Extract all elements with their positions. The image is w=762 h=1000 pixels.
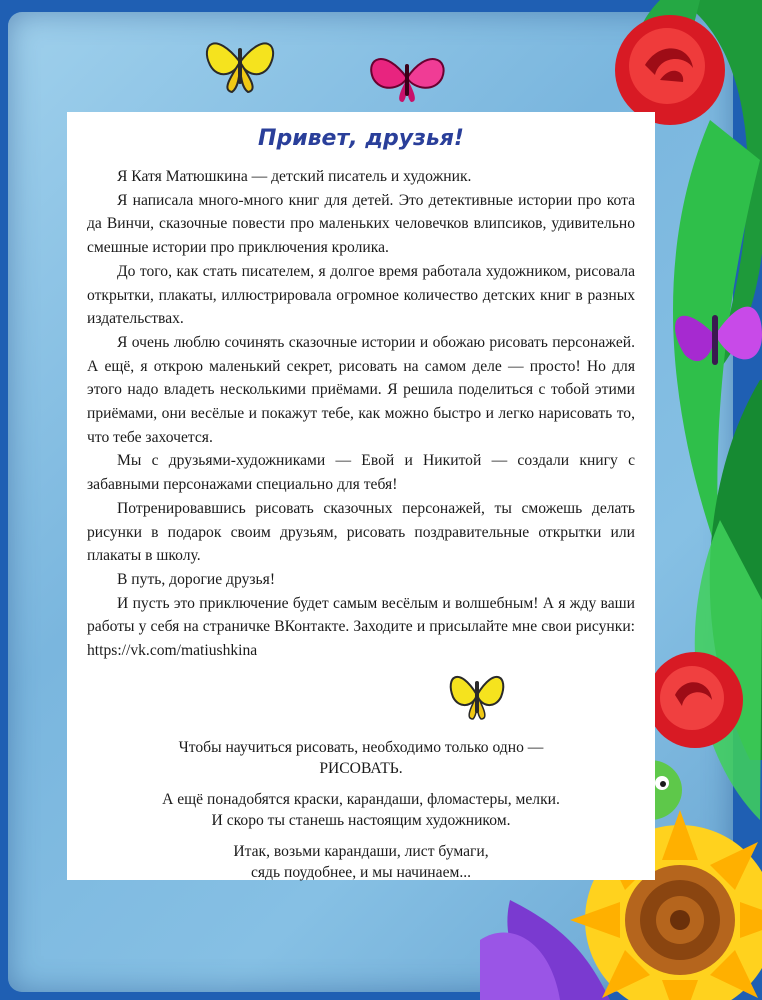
yellow-butterfly-decoration	[200, 30, 280, 95]
closing-line: Итак, возьми карандаши, лист бумаги,	[233, 843, 489, 860]
page-title: Привет, друзья!	[258, 126, 464, 151]
closing-line: И скоро ты станешь настоящим художником.	[211, 812, 511, 829]
paragraph: Я Катя Матюшкина — детский писатель и художник.	[117, 168, 472, 185]
closing-emphasis: РИСОВАТЬ.	[319, 760, 403, 777]
closing-line: А ещё понадобятся краски, карандаши, фломастеры, мелки.	[162, 791, 560, 808]
small-butterfly-icon	[445, 667, 509, 722]
pink-butterfly-decoration	[365, 50, 450, 105]
closing-line: сядь поудобнее, и мы начинаем...	[250, 864, 472, 881]
paragraph: И пусть это приключение будет самым весёлым и волшебным! А я жду ваши работы у себя на страничке ВКонтакте. Заходите и присылайте мне свои рисунки: https://vk.com/matiushkina	[87, 594, 635, 660]
paragraph: В путь, дорогие друзья!	[117, 570, 276, 588]
text-page	[67, 112, 655, 880]
paragraph: Потренировавшись рисовать сказочных персонажей, ты сможешь делать рисунки в подарок своим друзьям, рисовать поздравительные открытки или плакаты в школу.	[87, 499, 635, 565]
closing-line: Чтобы научиться рисовать, необходимо только одно —	[178, 739, 544, 756]
paragraph: Я очень люблю сочинять сказочные истории и обожаю рисовать персонажей. А ещё, я открою маленький секрет, рисовать на самом деле — просто! Но для этого надо владеть несколькими приёмами. Я решила поделиться с тобой этими приёмами, они весёлые и покажут тебе, как можно быстро и легко нарисовать то, что тебе захочется.	[87, 333, 635, 446]
intro-text	[87, 165, 635, 663]
paragraph: Мы с друзьями-художниками — Евой и Никитой — создали книгу с забавными персонажами специально для тебя!	[87, 452, 635, 494]
purple-butterfly-decoration	[665, 285, 762, 385]
paragraph: Я написала много-много книг для детей. Это детективные истории про кота да Винчи, сказочные повести про маленьких человечков влипсиков, удивительно смешные истории про приключения кролика.	[87, 191, 635, 257]
paragraph: До того, как стать писателем, я долгое время работала художником, рисовала открытки, плакаты, иллюстрировала огромное количество детских книг в разных издательствах.	[87, 262, 635, 328]
closing-text	[67, 737, 655, 893]
